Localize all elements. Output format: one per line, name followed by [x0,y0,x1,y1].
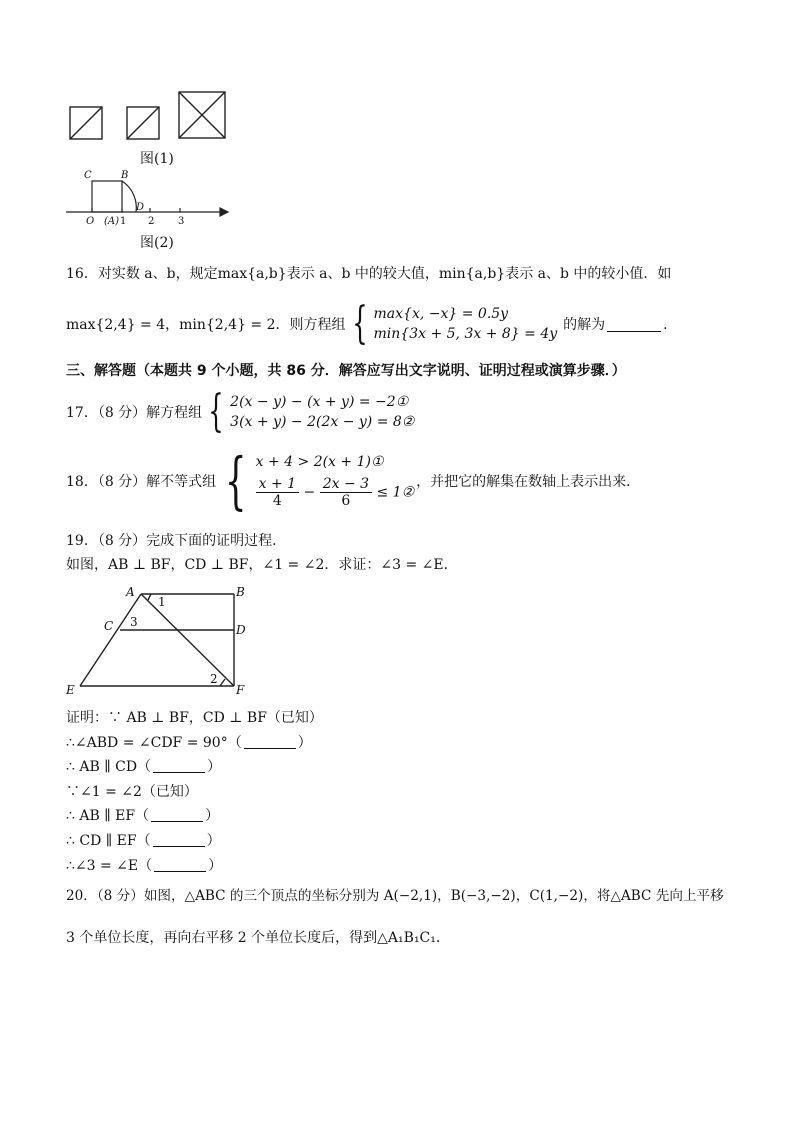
q19-label-F: F [236,683,245,697]
q20-line1: 20．（8 分）如图，△ABC 的三个顶点的坐标分别为 A(−2,1)，B(−3,−2)，C(1,−2)，将△ABC 先向上平移 [66,888,724,904]
proof-blank-3[interactable] [151,807,203,822]
q19-angle-2: 2 [210,672,218,686]
q16-prefix: max{2,4} = 4，min{2,4} = 2．则方程组 [66,317,346,333]
q19-label-E: E [66,683,75,697]
tick-1: 1 [120,216,127,227]
q18-system [256,452,415,509]
q18-suffix: ，并把它的解集在数轴上表示出来． [416,473,641,490]
proof-blank-2[interactable] [153,758,205,773]
proof-line-1: 证明：∵ AB ⊥ BF，CD ⊥ BF（已知） [66,710,323,726]
proof-blank-5[interactable] [154,857,206,872]
q18-frac2: $\frac{2x - 3}{6}$ [320,476,372,509]
q16-end: ． [663,317,678,333]
label-C: C [84,170,92,181]
proof-blank-1[interactable] [244,734,296,749]
q16-line2 [66,298,678,349]
q19-line1: 19．（8 分）完成下面的证明过程． [66,533,287,549]
q19-label-C: C [104,619,114,633]
q18-frac1: $\frac{x + 1}{4}$ [256,476,299,509]
q19-label-A: A [126,585,135,599]
q17-prefix: 17．（8 分）解方程组 [66,405,203,421]
figure-1 [66,88,236,148]
tick-3: 3 [178,216,185,227]
q19-label-D: D [236,623,246,637]
q16-brace: { [351,298,368,349]
proof-line-2: ∴∠ABD = ∠CDF = 90°（ ） [66,734,312,751]
label-B: B [121,170,129,181]
q18-eq1: x + 4 > 2(x + 1)① [255,454,384,470]
q20-line2: 3 个单位长度，再向右平移 2 个单位长度后，得到△A₁B₁C₁． [66,930,450,946]
tick-2: 2 [148,216,155,227]
q19-figure [60,582,260,700]
proof-line-4: ∵∠1 = ∠2（已知） [66,783,198,800]
q18-prefix: 18．（8 分）解不等式组 [66,473,217,490]
figure-2-caption: 图(2) [140,235,174,251]
section-3-heading: 三、解答题（本题共 9 个小题，共 86 分．解答应写出文字说明、证明过程或演算步骤．） [66,363,626,379]
proof-line-6: ∴ CD ∥ EF（ ） [66,832,221,849]
q17-brace: { [208,386,224,437]
q16-suffix: 的解为 [563,317,606,333]
label-O: O [86,216,95,227]
label-D: D [136,202,145,213]
q17-eq1: 2(x − y) − (x + y) = −2① [230,394,409,410]
q18-eq2: $\frac{x + 1}{4}$ − $\frac{2x - 3}{6}$ ≤ 1② [256,476,415,509]
q16-line1: 16．对实数 a、b，规定max{a,b}表示 a、b 中的较大值，min{a,b}表示 a、b 中的较小值．如 [66,266,672,282]
proof-block [66,706,323,878]
q16-answer-blank[interactable] [607,317,661,332]
label-A: (A) [104,216,120,227]
q16-eq2: min{3x + 5, 3x + 8} = 4y [373,326,558,342]
figure-1-caption: 图(1) [140,151,174,167]
proof-line-3: ∴ AB ∥ CD（ ） [66,759,222,776]
q19-angle-1: 1 [158,595,166,609]
proof-line-7: ∴∠3 = ∠E（ ） [66,857,223,874]
proof-line-5: ∴ AB ∥ EF（ ） [66,808,220,825]
q19-label-B: B [236,585,245,599]
q18 [66,443,641,517]
q17-system [230,392,414,432]
proof-blank-4[interactable] [153,832,205,847]
q18-brace: { [225,443,247,517]
q19-line2: 如图，AB ⊥ BF，CD ⊥ BF，∠1 = ∠2．求证：∠3 = ∠E． [66,557,458,573]
q16-eq1: max{x, −x} = 0.5y [373,306,509,322]
q16-system [374,304,558,344]
figure-2 [64,166,234,232]
q17-eq2: 3(x + y) − 2(2x − y) = 8② [230,414,415,430]
q19-angle-3: 3 [130,615,138,629]
q17 [66,386,415,437]
